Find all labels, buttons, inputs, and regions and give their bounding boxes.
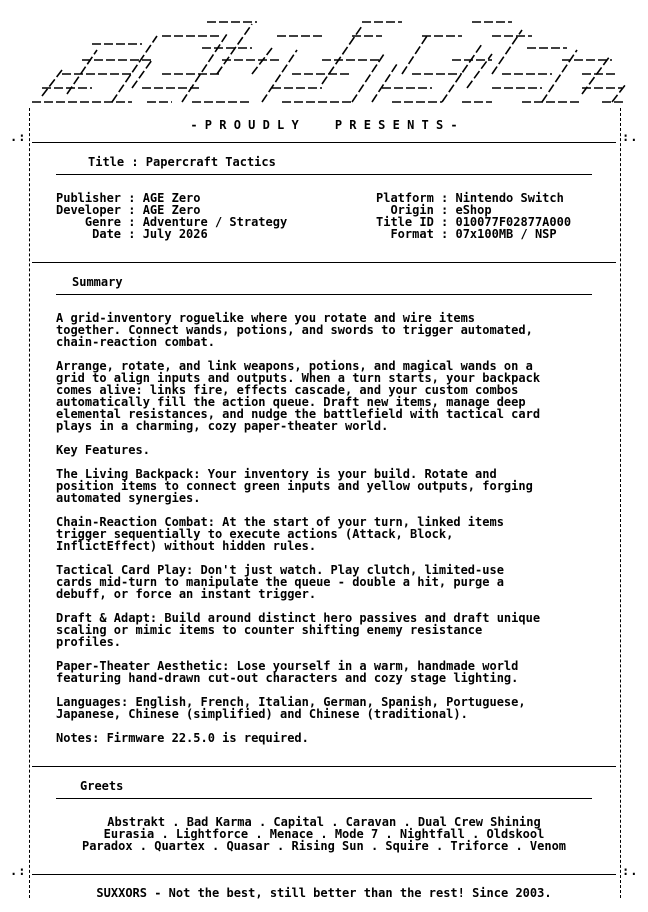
greets-heading: Greets (80, 779, 124, 793)
feature-chain-reaction: Chain-Reaction Combat: At the start of your turn, linked items trigger sequentially to execute actions (Attack, Block, InflictEffect) without hidden rules. (56, 515, 504, 553)
frame-left-border (29, 108, 30, 898)
info-platform: Platform : Nintendo Switch (376, 191, 564, 205)
summary-heading: Summary (72, 275, 123, 289)
info-origin: Origin : eShop (376, 203, 492, 217)
presents-banner: - P R O U D L Y P R E S E N T S - (190, 118, 458, 132)
info-genre: Genre : Adventure / Strategy (56, 215, 288, 229)
frame-left-dots-bottom: .: (10, 864, 27, 878)
greets-line-1: Abstrakt . Bad Karma . Capital . Caravan . Dual Crew Shining (107, 815, 541, 829)
divider-greets-heading (56, 798, 592, 799)
summary-intro: A grid-inventory roguelike where you rotate and wire items together. Connect wands, potions, and swords to trigger automated, chain-reaction combat. (56, 311, 533, 349)
feature-card-play: Tactical Card Play: Don't just watch. Play clutch, limited-use cards mid-turn to manipulate the queue - double a hit, purge a debuff, or force an instant trigger. (56, 563, 504, 601)
info-format: Format : 07x100MB / NSP (376, 227, 557, 241)
info-title-id: Title ID : 010077F02877A000 (376, 215, 572, 229)
frame-right-dots-top: :. (622, 130, 639, 144)
frame-right-dots-bottom: :. (622, 864, 639, 878)
key-features-heading: Key Features. (56, 443, 150, 457)
info-date: Date : July 2026 (56, 227, 208, 241)
feature-draft-adapt: Draft & Adapt: Build around distinct hero passives and draft unique scaling or mimic items to counter shifting enemy resistance profiles. (56, 611, 541, 649)
feature-paper-theater: Paper-Theater Aesthetic: Lose yourself in a warm, handmade world featuring hand-drawn cut-out characters and cozy stage lighting. (56, 659, 519, 685)
info-publisher: Publisher : AGE Zero (56, 191, 201, 205)
divider-summary-heading (56, 294, 592, 295)
game-title: Title : Papercraft Tactics (88, 155, 276, 169)
info-developer: Developer : AGE Zero (56, 203, 201, 217)
languages-line: Languages: English, French, Italian, German, Spanish, Portuguese, Japanese, Chinese (simplified) and Chinese (traditional). (56, 695, 526, 721)
group-logo (22, 14, 626, 108)
logo-ascii-art (22, 14, 626, 108)
divider-greets (32, 766, 616, 767)
divider-top (32, 142, 616, 143)
frame-right-border (620, 108, 621, 898)
divider-title (56, 174, 592, 175)
frame-left-dots-top: .: (10, 130, 27, 144)
feature-living-backpack: The Living Backpack: Your inventory is your build. Rotate and position items to connect green inputs and yellow outputs, forging automated synergies. (56, 467, 533, 505)
notes-line: Notes: Firmware 22.5.0 is required. (56, 731, 309, 745)
divider-summary (32, 262, 616, 263)
greets-line-2: Eurasia . Lightforce . Menace . Mode 7 . Nightfall . Oldskool (103, 827, 545, 841)
summary-description: Arrange, rotate, and link weapons, potions, and magical wands on a grid to align inputs and outputs. When a turn starts, your backpack comes alive: links fire, effects cascade, and your custom combos automatically fill the action queue. Draft new items, manage deep elemental resistances, and nudge the battlefield with tactical card plays in a charming, cozy paper-theater world. (56, 359, 541, 433)
footer-tagline: SUXXORS - Not the best, still better than the rest! Since 2003. (96, 886, 552, 900)
divider-footer (32, 874, 616, 875)
greets-line-3: Paradox . Quartex . Quasar . Rising Sun . Squire . Triforce . Venom (81, 839, 567, 853)
